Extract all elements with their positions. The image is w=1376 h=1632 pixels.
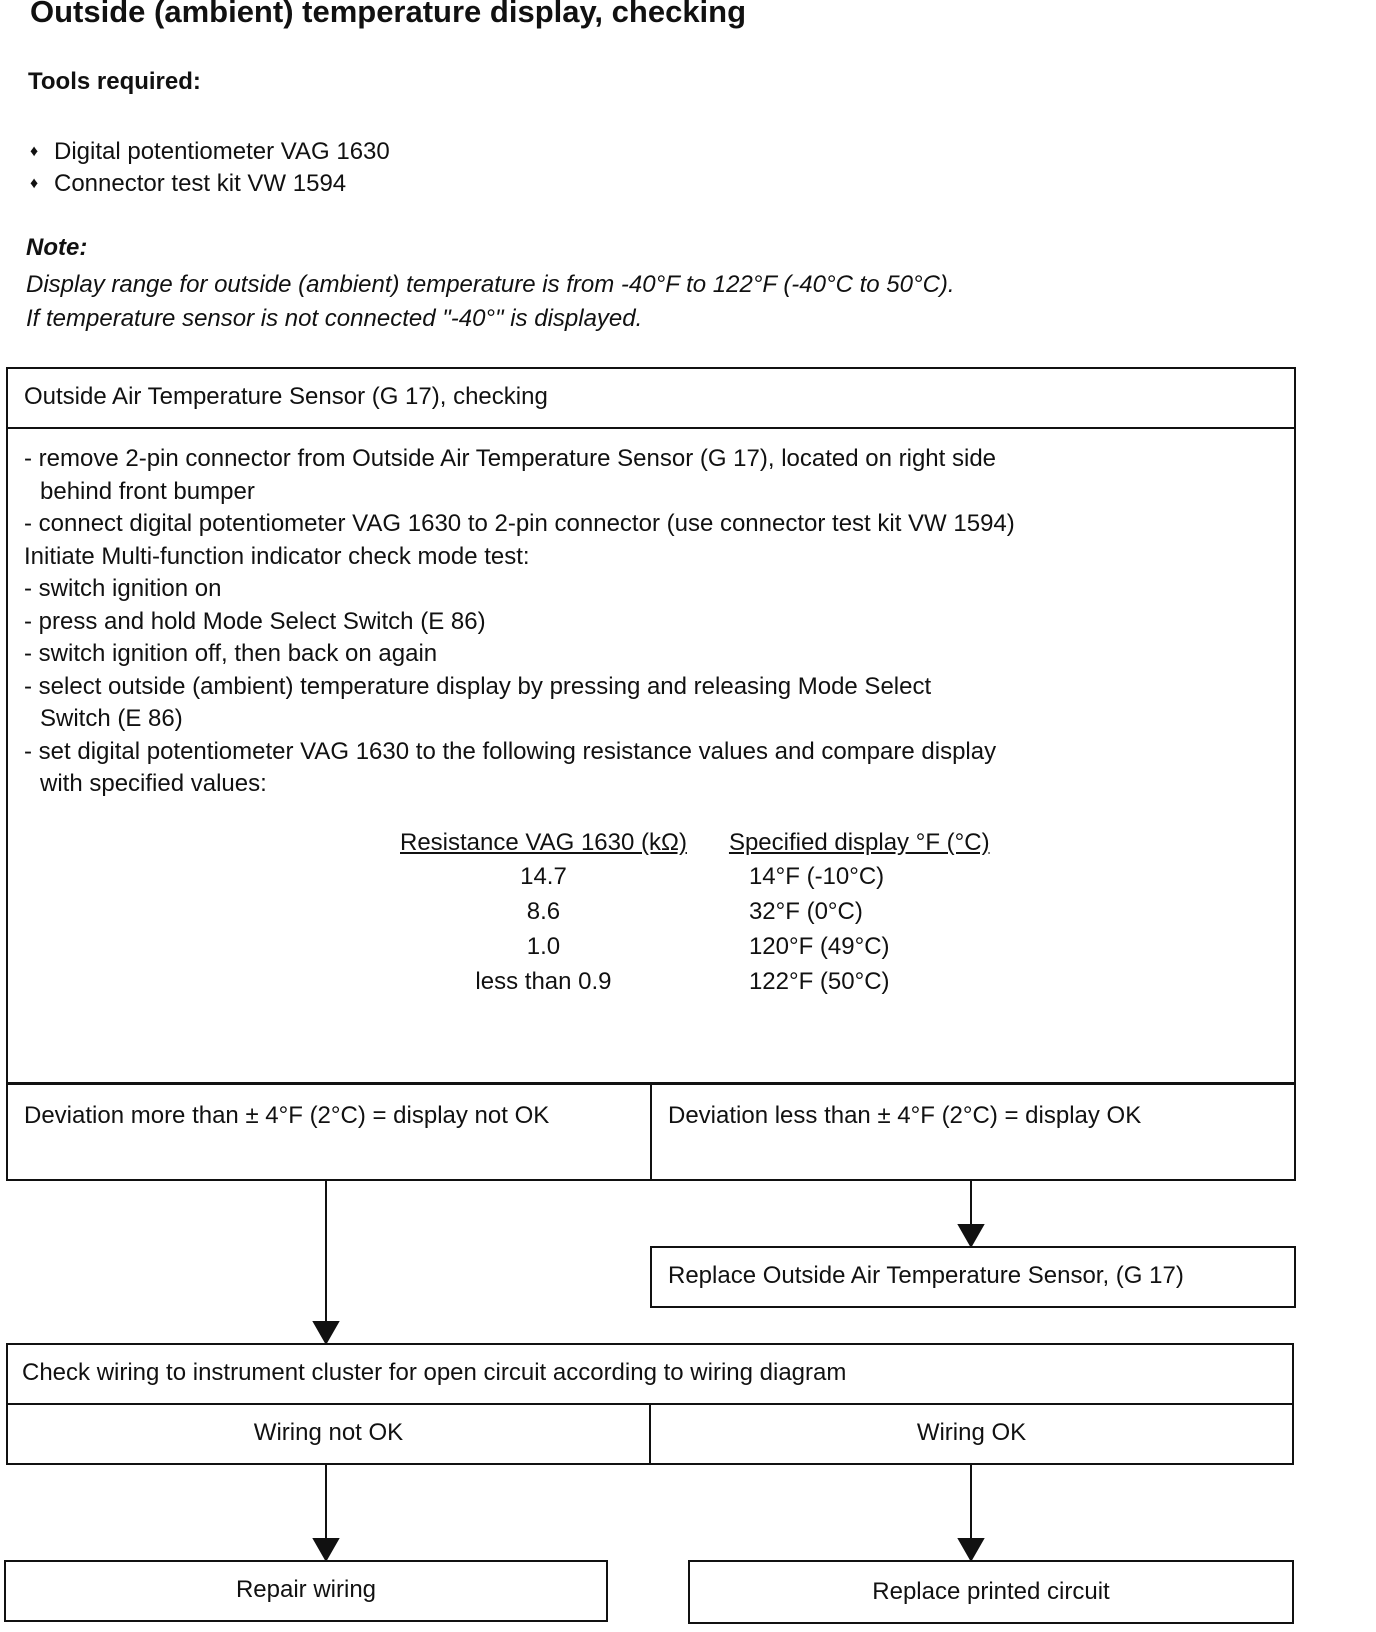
deviation-not-ok-box: Deviation more than ± 4°F (2°C) = display not OK: [6, 1083, 652, 1181]
arrow-head: [314, 1322, 338, 1343]
note-line: Display range for outside (ambient) temperature is from -40°F to 122°F (-40°C to 50°C).: [26, 271, 955, 298]
tool-label: Connector test kit VW 1594: [54, 170, 347, 197]
step-line: - press and hold Mode Select Switch (E 86): [24, 607, 486, 635]
step-line: - connect digital potentiometer VAG 1630 to 2-pin connector (use connector test kit VW 1594): [24, 510, 1015, 537]
display-value: 120°F (49°C): [748, 932, 890, 960]
resistance-table: [400, 829, 1032, 999]
note-heading: Note:: [26, 234, 88, 261]
replace-printed-circuit-box: Replace printed circuit: [688, 1560, 1294, 1624]
resistance-value: 8.6: [526, 897, 561, 925]
page-title: Outside (ambient) temperature display, checking: [30, 0, 747, 29]
bullet-icon: ♦: [30, 143, 39, 160]
arrow-head: [959, 1225, 983, 1246]
step-line: Initiate Multi-function indicator check mode test:: [24, 542, 530, 570]
step-line: - remove 2-pin connector from Outside Air Temperature Sensor (G 17), located on right side: [24, 445, 997, 472]
repair-wiring-box: Repair wiring: [4, 1560, 608, 1622]
table-row: [400, 859, 1032, 894]
arrow-head: [959, 1539, 983, 1560]
step-line: Switch (E 86): [40, 705, 183, 732]
tool-label: Digital potentiometer VAG 1630: [54, 138, 390, 165]
check-wiring-box: Check wiring to instrument cluster for open circuit according to wiring diagram: [6, 1343, 1294, 1405]
step-line: - switch ignition off, then back on again: [24, 640, 438, 667]
tools-heading: Tools required:: [28, 68, 201, 95]
header-display: Specified display °F (°C): [728, 829, 990, 856]
table-header: [400, 829, 1032, 859]
display-value: 32°F (0°C): [748, 897, 863, 925]
wiring-ok-box: Wiring OK: [649, 1403, 1294, 1465]
resistance-value: 14.7: [520, 862, 567, 890]
resistance-value: less than 0.9: [475, 967, 612, 995]
note-line: If temperature sensor is not connected "-40°" is displayed.: [26, 305, 643, 332]
display-value: 14°F (-10°C): [748, 862, 885, 890]
bullet-icon: ♦: [30, 175, 39, 192]
sensor-check-heading: Outside Air Temperature Sensor (G 17), checking: [6, 367, 1296, 428]
table-row: [400, 964, 1032, 999]
display-value: 122°F (50°C): [748, 967, 890, 995]
step-line: - switch ignition on: [24, 575, 222, 602]
wiring-not-ok-box: Wiring not OK: [6, 1403, 651, 1465]
step-line: behind front bumper: [40, 477, 255, 505]
deviation-ok-box: Deviation less than ± 4°F (2°C) = display OK: [650, 1083, 1296, 1181]
step-line: - select outside (ambient) temperature display by pressing and releasing Mode Select: [24, 672, 932, 700]
replace-sensor-box: Replace Outside Air Temperature Sensor, (G 17): [650, 1246, 1296, 1308]
step-line: - set digital potentiometer VAG 1630 to the following resistance values and compare display: [24, 737, 997, 765]
arrow-head: [314, 1539, 338, 1560]
table-row: [400, 929, 1032, 964]
resistance-value: 1.0: [526, 932, 561, 960]
procedure-steps: [6, 427, 1296, 1084]
header-resistance: Resistance VAG 1630 (kΩ): [400, 829, 687, 856]
step-line: with specified values:: [40, 770, 267, 797]
table-row: [400, 894, 1032, 929]
